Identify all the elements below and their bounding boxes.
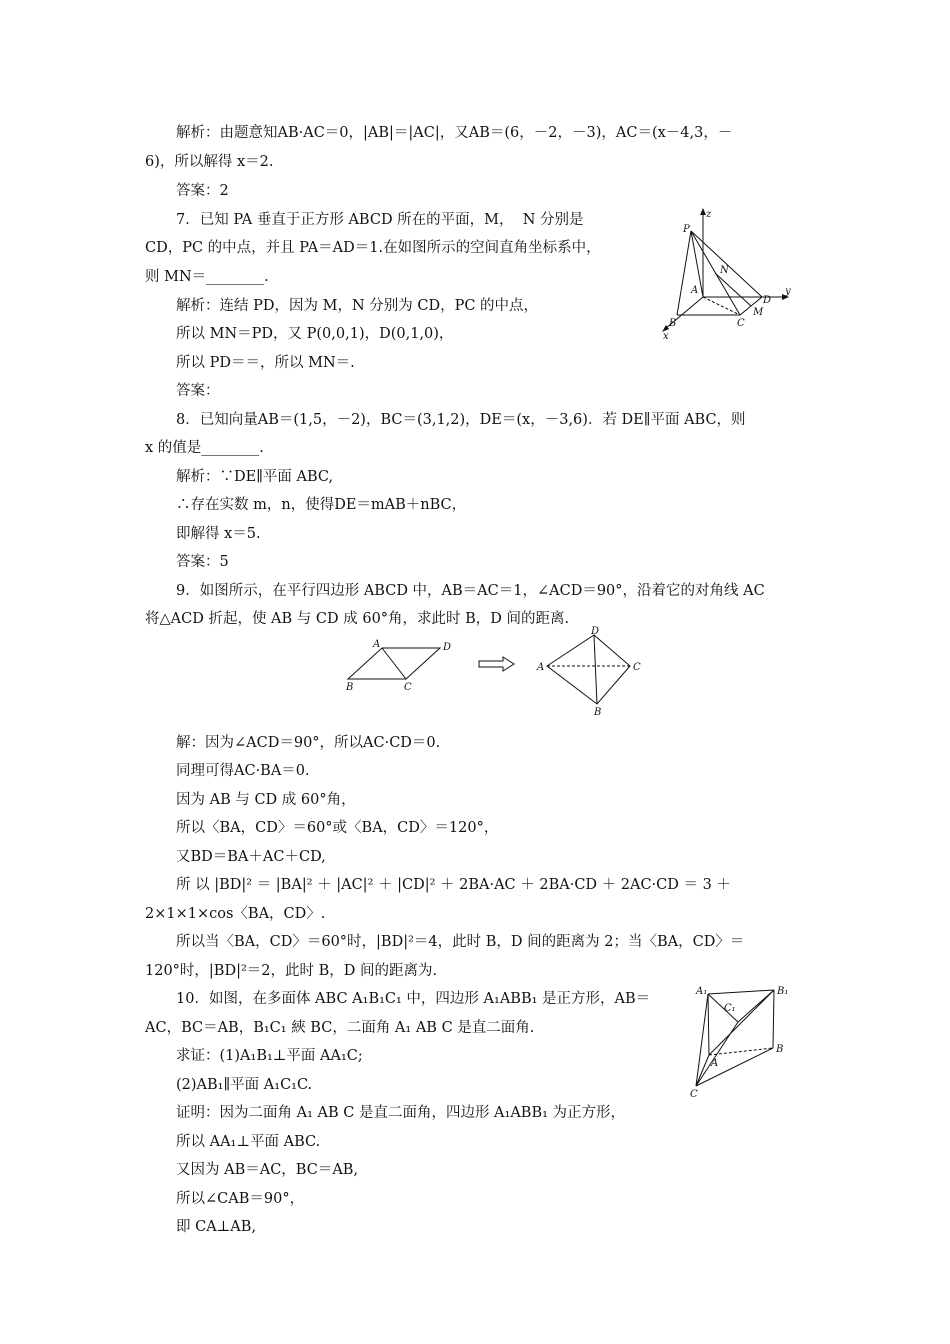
label-a: A (711, 1058, 719, 1069)
text-line: 因为 AB 与 CD 成 60°角， (176, 792, 356, 808)
label-z: z (706, 209, 712, 220)
text-line: 所以 AA₁⊥平面 ABC. (176, 1134, 321, 1150)
text-line: 将△ACD 折起，使 AB 与 CD 成 60°角，求此时 B，D 间的距离. (145, 611, 570, 627)
text-line: 答案： (176, 383, 220, 399)
text-line: 10．如图，在多面体 ABC A₁B₁C₁ 中，四边形 A₁ABB₁ 是正方形，AB＝ (176, 991, 651, 1007)
label-c: C (737, 318, 745, 329)
text-line: 解析：∵DE∥平面 ABC, (176, 469, 334, 485)
text-line: 8．已知向量AB＝(1,5，－2)，BC＝(3,1,2)，DE＝(x，－3,6)．若 DE∥平面 ABC，则 (176, 412, 746, 428)
text-line: 所以当〈BA，CD〉＝60°时，|BD|²＝4，此时 B，D 间的距离为 2；当〈BA，CD〉＝ (176, 934, 745, 950)
text-line: 同理可得AC·BA＝0. (176, 763, 310, 779)
figure-polyhedron (688, 980, 798, 1100)
text-line: 120°时，|BD|²＝2，此时 B，D 间的距离为. (145, 963, 438, 979)
text-line: (2)AB₁∥平面 A₁C₁C. (176, 1077, 313, 1093)
figure-parallelogram (340, 635, 460, 693)
text-line: ∴存在实数 m，n，使得DE＝mAB＋nBC， (176, 497, 467, 513)
text-line: 所以〈BA，CD〉＝60°或〈BA，CD〉＝120°， (176, 820, 499, 836)
label-c: C (690, 1089, 698, 1100)
text-line: 解：因为∠ACD＝90°，所以AC·CD＝0. (176, 735, 441, 751)
label-c1: C₁ (724, 1003, 736, 1014)
text-line: 又BD＝BA＋AC＋CD, (176, 849, 326, 865)
text-line: CD，PC 的中点，并且 PA＝AD＝1.在如图所示的空间直角坐标系中， (145, 240, 601, 256)
text-line: 答案：5 (176, 554, 229, 570)
text-line: 所 以 |BD|² ＝ |BA|² ＋ |AC|² ＋ |CD|² ＋ 2BA·AC ＋ 2BA·CD ＋ 2AC·CD ＝ 3 ＋ (176, 877, 731, 893)
label-n: N (720, 265, 729, 276)
label-b1: B₁ (777, 986, 789, 997)
label-b: B (669, 318, 677, 329)
text-line: 解析：连结 PD，因为 M，N 分别为 CD，PC 的中点， (176, 298, 539, 314)
label-x: x (663, 331, 669, 340)
text-line: 答案：2 (176, 183, 229, 199)
text-line: 即解得 x＝5. (176, 526, 261, 542)
figure-tetrahedron (535, 625, 645, 717)
text-line: x 的值是________. (145, 440, 264, 456)
label-c: C (633, 662, 641, 673)
text-line: 2×1×1×cos〈BA，CD〉. (145, 906, 326, 922)
label-d: D (591, 626, 600, 637)
label-b: B (776, 1044, 784, 1055)
segment-mn (715, 273, 751, 306)
label-d: D (443, 642, 452, 653)
text-line: 7．已知 PA 垂直于正方形 ABCD 所在的平面，M， N 分别是 (176, 212, 584, 228)
label-c: C (404, 682, 412, 693)
text-line: 6)，所以解得 x＝2. (145, 154, 274, 170)
label-y: y (785, 286, 791, 297)
text-line: 则 MN＝________. (145, 269, 269, 285)
text-line: 9．如图所示，在平行四边形 ABCD 中，AB＝AC＝1，∠ACD＝90°，沿着它的对角线 AC (176, 583, 765, 599)
arrow-icon (478, 656, 516, 672)
text-line: AC，BC＝AB，B₁C₁ 綊 BC，二面角 A₁ AB C 是直二面角. (145, 1020, 535, 1036)
text-line: 解析：由题意知AB·AC＝0，|AB|＝|AC|，又AB＝(6，－2，－3)，AC＝(x－4,3，－ (176, 125, 733, 141)
label-a: A (373, 639, 381, 650)
text-line: 所以∠CAB＝90°， (176, 1191, 305, 1207)
label-a: A (537, 662, 545, 673)
label-p: P (683, 224, 690, 235)
label-a: A (691, 285, 699, 296)
text-line: 证明：因为二面角 A₁ AB C 是直二面角，四边形 A₁ABB₁ 为正方形， (176, 1105, 626, 1121)
text-line: 所以 MN＝PD，又 P(0,0,1)，D(0,1,0)， (176, 326, 454, 342)
label-m: M (753, 307, 764, 318)
text-line: 求证：(1)A₁B₁⊥平面 AA₁C; (176, 1048, 363, 1064)
edge-pb (677, 231, 691, 315)
text-line: 又因为 AB＝AC，BC＝AB, (176, 1162, 359, 1178)
label-d: D (763, 295, 772, 306)
text-line: 即 CA⊥AB, (176, 1219, 257, 1235)
figure-coordinate-system (655, 205, 800, 340)
label-a1: A₁ (696, 986, 708, 997)
label-b: B (346, 682, 354, 693)
label-b: B (594, 707, 602, 717)
text-line: 所以 PD＝＝，所以 MN＝. (176, 355, 355, 371)
